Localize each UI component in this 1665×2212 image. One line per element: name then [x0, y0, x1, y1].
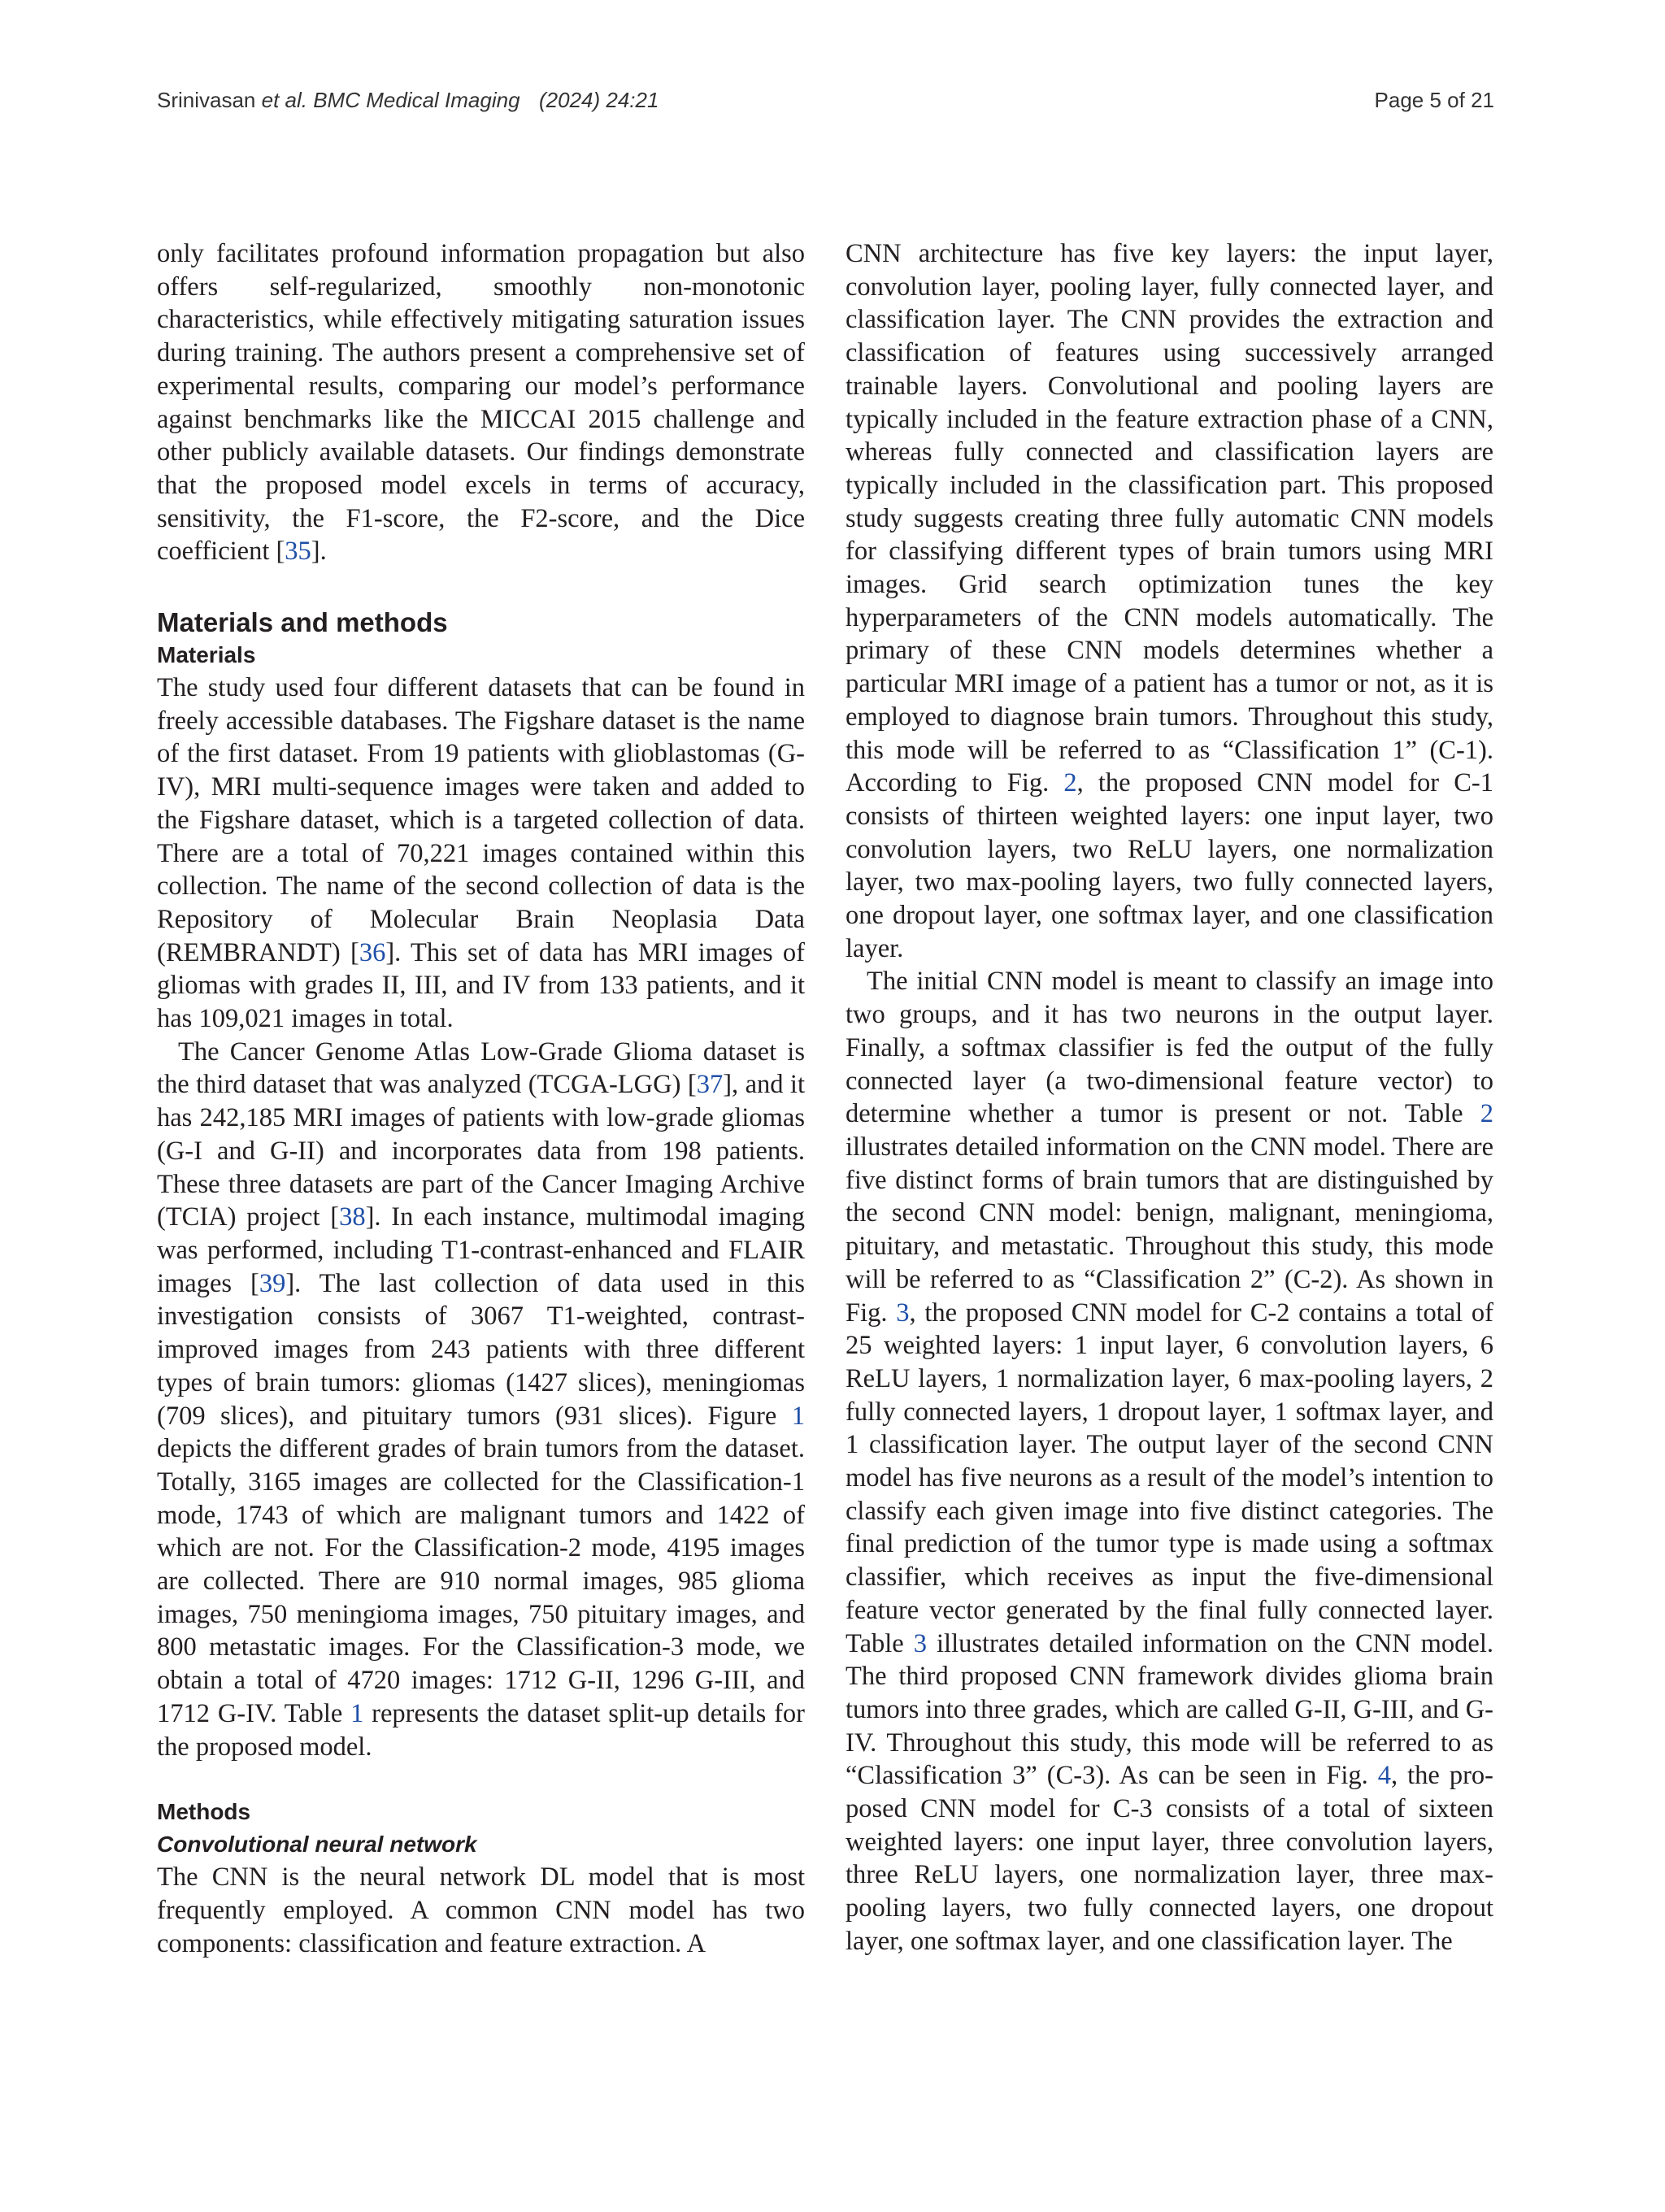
page-number: Page 5 of 21 [1374, 88, 1494, 112]
table-link[interactable]: 2 [1480, 1099, 1493, 1129]
citation-link[interactable]: 37 [696, 1070, 724, 1100]
methods-heading: Methods [157, 1799, 251, 1825]
cnn-heading: Convolutional neural network [157, 1832, 477, 1858]
cnn-architecture-paragraph: CNN architecture has five key layers: the input layer, convolution layer, pooling layer, fully connected layer, and classification layer. The CNN provides the extraction and classification of features using successively arranged trainable layers. Convolutional and pooling layers are typically included in the feature extraction phase of a CNN, whereas fully connected and classification layers are typically included in the classification part. This proposed study suggests creating three fully automatic CNN models for classifying different types of brain tumors using MRI images. Grid search optimization tunes the key hyperparameters of the CNN models automatically. The primary of these CNN models determines whether a particular MRI image of a patient has a tumor or not, as it is employed to diagnose brain tumors. Throughout this study, this mode will be referred to as “Classification 1” (C-1). According to Fig. 2, the proposed CNN model for C-1 consists of thirteen weighted layers: one input layer, two convolution layers, two ReLU layers, one normalization layer, two max-pooling layers, two fully connected layers, one dropout layer, one softmax layer, and one classification layer. [846, 239, 1493, 963]
citation-link[interactable]: 35 [285, 537, 311, 567]
cnn-paragraph: The CNN is the neural network DL model that is most frequently employed. A common CNN model has two components: classification and feature extraction. A [157, 1862, 805, 1958]
citation-link[interactable]: 38 [339, 1202, 366, 1232]
figure-link[interactable]: 4 [1377, 1761, 1392, 1791]
table-link[interactable]: 3 [913, 1628, 927, 1658]
materials-heading: Materials [157, 642, 256, 668]
right-column [846, 237, 1493, 1958]
section-title: Materials and methods [157, 607, 448, 638]
intro-paragraph: only facilitates profound information propagation but also offers self-regularized, smoothly non-monotonic characteristics, while effectively mitigating saturation issues during training. The authors present a comprehensive set of experimental results, comparing our model’s performance against benchmarks like the MICCAI 2015 challenge and other publicly available datasets. Our findings demonstrate that the proposed model excels in terms of accuracy, sensitivity, the F1-score, the F2-score, and the Dice coefficient [35]. [157, 239, 805, 567]
table-link[interactable]: 1 [350, 1698, 364, 1728]
figure-link[interactable]: 3 [896, 1297, 910, 1328]
running-header-volume: (2024) 24:21 [539, 88, 659, 112]
figure-link[interactable]: 2 [1063, 768, 1077, 798]
left-column [157, 237, 805, 1960]
running-header [157, 88, 1494, 120]
cnn-models-paragraph: The initial CNN model is meant to classify an image into two groups, and it has two neurons in the output layer. Finally, a softmax classifier is fed the output of the fully connected layer (a two-dimensional feature vector) to determine whether a tumor is present or not. Table 2 illustrates detailed information on the CNN model. There are five distinct forms of brain tumors that are distinguished by the second CNN model: benign, malignant, meningioma, pituitary, and metastatic. Throughout this study, this mode will be referred to as “Classification 2” (C-2). As shown in Fig. 3, the proposed CNN model for C-2 contains a total of 25 weighted layers: 1 input layer, 6 convolution layers, 6 ReLU layers, 1 normalization layer, 6 max-pooling layers, 2 fully connected layers, 1 dropout layer, 1 softmax layer, and 1 classification layer. The output layer of the second CNN model has five neurons as a result of the model’s intention to classify each given image into five distinct categories. The final prediction of the tumor type is made using a softmax classifier, which receives as input the five-dimensional feature vector generated by the final fully connected layer. Table 3 illustrates detailed information on the CNN model. The third proposed CNN framework divides glioma brain tumors into three grades, which are called G-II, G-III, and G-IV. Throughout this study, this mode will be referred to as “Classification 3” (C-3). As can be seen in Fig. 4, the proposed CNN model for C-3 consists of a total of sixteen weighted layers: one input layer, three convolution layers, three ReLU layers, one normalization layer, three max-pooling layers, two fully connected layers, one dropout layer, one softmax layer, and one classification layer. The [846, 967, 1493, 1956]
citation-link[interactable]: 39 [259, 1268, 286, 1298]
figure-link[interactable]: 1 [791, 1401, 805, 1431]
materials-paragraph-2: The Cancer Genome Atlas Low-Grade Glioma dataset is the third dataset that was analyzed (TCGA-LGG) [37], and it has 242,185 MRI images of patients with low-grade gliomas (G-I and G-II) and incorporates data from 198 patients. These three datasets are part of the Cancer Imaging Archive (TCIA) project [38]. In each instance, multimodal imaging was performed, including T1-contrast-enhanced and FLAIR images [39]. The last collection of data used in this investigation consists of 3067 T1-weighted, contrast-improved images from 243 patients with three different types of brain tumors: gliomas (1427 slices), meningiomas (709 slices), and pituitary tumors (931 slices). Figure 1 depicts the different grades of brain tumors from the dataset. Totally, 3165 images are collected for the Classification-1 mode, 1743 of which are malignant tumors and 1422 of which are not. For the Classification-2 mode, 4195 images are collected. There are 910 normal images, 985 glioma images, 750 meningioma images, 750 pituitary images, and 800 metastatic images. For the Classification-3 mode, we obtain a total of 4720 images: 1712 G-II, 1296 G-III, and 1712 G-IV. Table 1 represents the dataset split-up details for the proposed model. [157, 1036, 805, 1762]
materials-paragraph-1: The study used four different datasets that can be found in freely accessible databases. The Figshare dataset is the name of the first dataset. From 19 patients with glioblastomas (G-IV), MRI multi-sequence images were taken and added to the Figshare dataset, which is a targeted collection of data. There are a total of 70,221 images contained within this collection. The name of the second collection of data is the Repository of Molecular Brain Neoplasia Data (REMBRANDT) [36]. This set of data has MRI images of gliomas with grades II, III, and IV from 133 patients, and it has 109,021 images in total. [157, 673, 805, 1034]
running-header-citation: Srinivasan et al. BMC Medical Imaging [157, 88, 520, 112]
citation-link[interactable]: 36 [359, 937, 386, 967]
